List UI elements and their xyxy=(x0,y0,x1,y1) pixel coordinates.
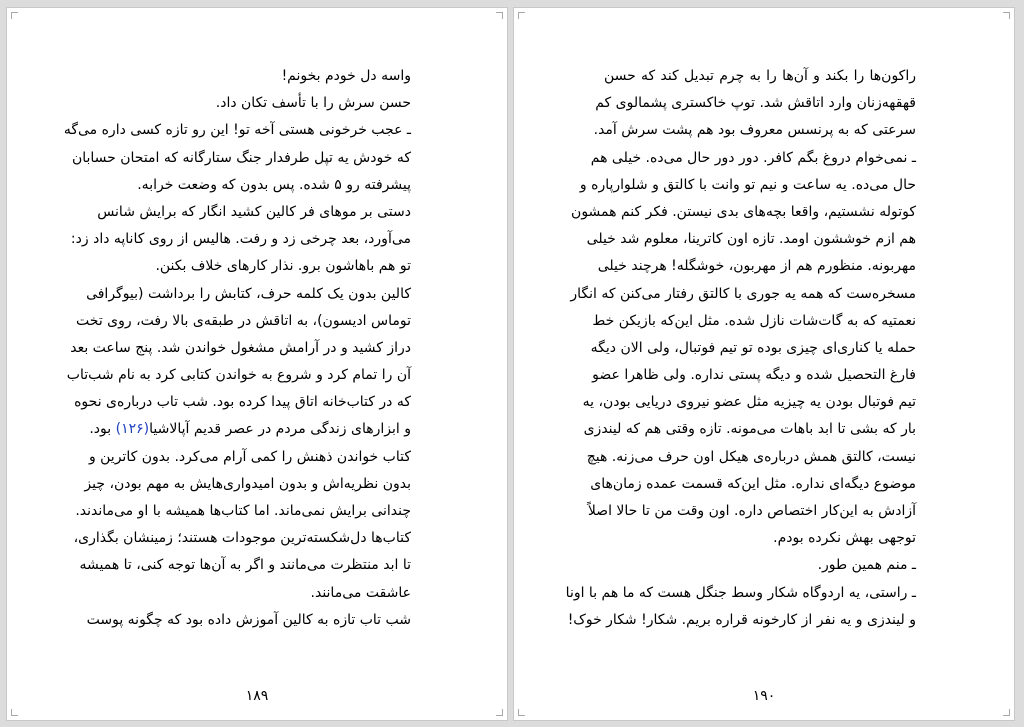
text-line xyxy=(89,416,411,443)
text-line: تا ابد منتظرت می‌مانند و اگر به آن‌ها توجه کنی، تا همیشه xyxy=(79,557,411,574)
text-line: آن را تمام کرد و شروع به خواندن کتابی کرد به نام شب‌تاب xyxy=(66,367,411,384)
page-corner-mark xyxy=(11,12,18,19)
text-line: بدون نظریه‌اش و بدون امیدواری‌هایش به مهم بودن، چیز xyxy=(84,475,411,492)
page-text xyxy=(63,63,411,634)
text-line: می‌آورد، بعد چرخی زد و رفت. هالیس از روی کاناپه داد زد: xyxy=(70,231,411,248)
page-corner-mark xyxy=(11,709,18,716)
right-page xyxy=(513,7,1015,721)
text-line: پیشرفته رو ۵ شده. پس بدون که وضعت خرابه. xyxy=(137,176,411,193)
text-line: ـ نمی‌خوام دروغ بگم کافر. دور دور حال می‌ده. خیلی هم xyxy=(590,149,916,166)
text-line: دراز کشید و در آرامش مشغول خواندن شد. پنج ساعت بعد xyxy=(70,339,411,356)
text-line: شب تاب تازه به کالین آموزش داده بود که چگونه پوست xyxy=(86,611,411,628)
text-line: حمله یا کناری‌ای چیزی بوده تو تیم فوتبال، ولی الان دیگه xyxy=(590,339,916,356)
text-line: دستی بر موهای فر کالین کشید انگار که برایش شانس xyxy=(97,203,411,220)
page-corner-mark xyxy=(496,709,503,716)
text-line: تو هم باهاشون برو. نذار کارهای خلاف بکنن. xyxy=(155,258,411,275)
text-line: کتاب‌ها دل‌شکسته‌ترین موجودات هستند؛ زمینشان بگذاری، xyxy=(73,530,411,547)
text-line: سرعتی که به پرنسس معروف بود هم پشت سرش آمد. xyxy=(593,122,916,139)
left-page xyxy=(6,7,508,721)
text-line: ـ منم همین طور. xyxy=(817,557,916,574)
text-line: فارغ التحصیل شده و دیگه پستی نداره. ولی ظاهرا عضو xyxy=(592,367,916,384)
text-line: نعمتیه که به گات‌شات نازل شده. مثل این‌که بازیکن خط xyxy=(592,312,916,329)
text-line: واسه دل خودم بخونم! xyxy=(281,68,411,84)
text-line: تیم فوتبال بودن یه چیزیه مثل عضو نیروی دریایی بودن، یه xyxy=(582,394,916,411)
text-line: کالین بدون یک کلمه حرف، کتابش را برداشت (بیوگرافی xyxy=(86,285,411,302)
text-line: هم ازم خوششون اومد. تازه اون کاترینا، معلوم شد خیلی xyxy=(586,231,916,248)
text-line: ـ راستی، یه اردوگاه شکار وسط جنگل هست که ما هم با اونا xyxy=(565,584,916,601)
text-line: آزادش به این‌کار اختصاص داره. اون وقت من تا حالا اصلاً xyxy=(587,503,916,519)
text-line: مسخره‌ست که همه یه جوری با کالتق رفتار می‌کنن که انگار xyxy=(570,285,916,302)
page-text xyxy=(565,63,916,634)
text-line: بار که بشی تا ابد باهات می‌مونه. تازه وقتی هم که لیندزی xyxy=(583,421,916,438)
page-corner-mark xyxy=(518,709,525,716)
page-number: ۱۸۹ xyxy=(245,688,269,704)
text-line: ـ عجب خرخونی هستی آخه تو! این رو تازه کسی داره می‌گه xyxy=(63,122,411,139)
text-line: حسن سرش را با تأسف تکان داد. xyxy=(215,95,411,112)
text-line: کوتوله نشستیم، واقعا بچه‌های بدی نیستن. فکر کنم همشون xyxy=(571,203,916,220)
text-line: توجهی بهش نکرده بودم. xyxy=(773,530,916,547)
text-line: که در کتاب‌خانه اتاق پیدا کرده بود. شب تاب درباره‌ی نحوه xyxy=(74,394,411,411)
page-number: ۱۹۰ xyxy=(752,688,776,704)
page-corner-mark xyxy=(518,12,525,19)
text-line: نیست، کالتق همش درباره‌ی هیکل اون حرف می‌زنه. هیچ xyxy=(586,448,916,465)
page-corner-mark xyxy=(1003,709,1010,716)
text-line: چندانی برایش نمی‌ماند. اما کتاب‌ها همیشه با او می‌ماندند. xyxy=(75,503,411,519)
footnote-link[interactable]: (۱۲۶) xyxy=(115,421,150,438)
text-fragment: بود. xyxy=(89,421,116,438)
text-line: که خودش یه تپل طرفدار جنگ ستارگانه که امتحان حسابان xyxy=(71,149,411,166)
text-line: توماس ادیسون)، به اتاقش در طبقه‌ی بالا رفت، روی تخت xyxy=(76,312,411,329)
text-line: قهقهه‌زنان وارد اتاقش شد. توپ خاکستری پشمالوی کم xyxy=(595,95,916,112)
text-line: موضوع دیگه‌ای نداره. مثل این‌که قسمت عمده زمان‌های xyxy=(590,475,916,492)
text-line: راکون‌ها را بکند و آن‌ها را به چرم تبدیل کند که حسن xyxy=(604,68,916,84)
text-fragment: و ابزارهای زندگی مردم در عصر قدیم آپالاشیا xyxy=(149,421,411,438)
page-corner-mark xyxy=(496,12,503,19)
text-line: کتاب خواندن ذهنش را کمی آرام می‌کرد. بدون کاترین و xyxy=(88,448,411,465)
text-line: و لیندزی و یه نفر از کارخونه قراره بریم. شکار! شکار خوک! xyxy=(567,611,916,628)
page-corner-mark xyxy=(1003,12,1010,19)
text-line: مهربونه. منظورم هم از مهربون، خوشگله! هرچند خیلی xyxy=(597,258,916,275)
text-line: عاشقت می‌مانند. xyxy=(310,584,411,601)
text-line: حال می‌ده. یه ساعت و نیم تو وانت با کالتق و شلوارپاره و xyxy=(579,176,916,193)
